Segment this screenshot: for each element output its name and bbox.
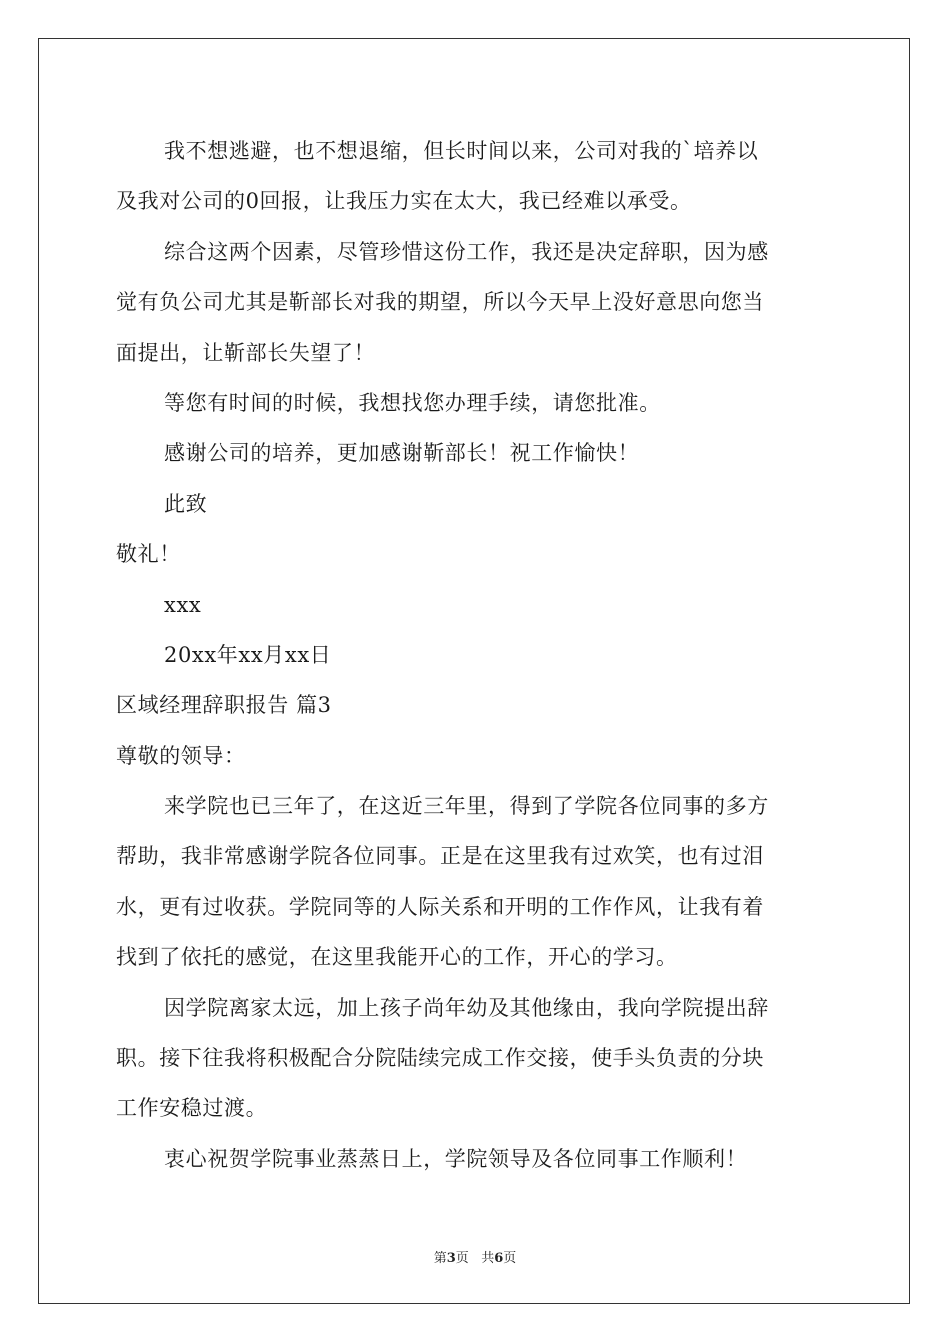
- page-footer: [0, 1247, 950, 1266]
- text-line: 衷心祝贺学院事业蒸蒸日上，学院领导及各位同事工作顺利！: [164, 1146, 748, 1171]
- text-line: 帮助，我非常感谢学院各位同事。正是在这里我有过欢笑，也有过泪: [116, 844, 764, 869]
- page-number: 3: [446, 1251, 456, 1266]
- text-line: 觉有负公司尤其是靳部长对我的期望，所以今天早上没好意思向您当: [116, 290, 764, 315]
- text-line: 面提出，让靳部长失望了！: [116, 340, 376, 365]
- text-line: 等您有时间的时候，我想找您办理手续，请您批准。: [164, 390, 661, 415]
- text-line: 来学院也已三年了，在这近三年里，得到了学院各位同事的多方: [164, 794, 769, 819]
- text-line: 找到了依托的感觉，在这里我能开心的工作，开心的学习。: [116, 945, 678, 970]
- page-suffix: 页: [455, 1251, 469, 1266]
- text-line: 水，更有过收获。学院同等的人际关系和开明的工作作风，让我有着: [116, 894, 764, 919]
- total-pages: 6: [494, 1251, 504, 1266]
- section-title: 区域经理辞职报告 篇3: [116, 693, 332, 718]
- text-line: 职。接下往我将积极配合分院陆续完成工作交接，使手头负责的分块: [116, 1046, 764, 1071]
- text-line: 因学院离家太远，加上孩子尚年幼及其他缘由，我向学院提出辞: [164, 995, 769, 1020]
- document-body: [116, 126, 836, 1184]
- text-line: 及我对公司的0回报，让我压力实在太大，我已经难以承受。: [116, 189, 692, 214]
- signature-name: xxx: [164, 592, 202, 617]
- text-line: 感谢公司的培养，更加感谢靳部长！祝工作愉快！: [164, 441, 640, 466]
- total-suffix: 页: [503, 1251, 517, 1266]
- page-prefix: 第: [433, 1251, 447, 1266]
- signature-date: 20xx年xx月xx日: [164, 642, 332, 667]
- text-line: 工作安稳过渡。: [116, 1096, 268, 1121]
- text-line: 综合这两个因素，尽管珍惜这份工作，我还是决定辞职，因为感: [164, 239, 769, 264]
- salutation: 尊敬的领导：: [116, 743, 246, 768]
- closing-salute: 敬礼！: [116, 542, 181, 567]
- text-line: 我不想逃避，也不想退缩，但长时间以来，公司对我的`培养以: [164, 139, 759, 163]
- closing-phrase: 此致: [164, 491, 208, 516]
- total-prefix: 共: [481, 1251, 495, 1266]
